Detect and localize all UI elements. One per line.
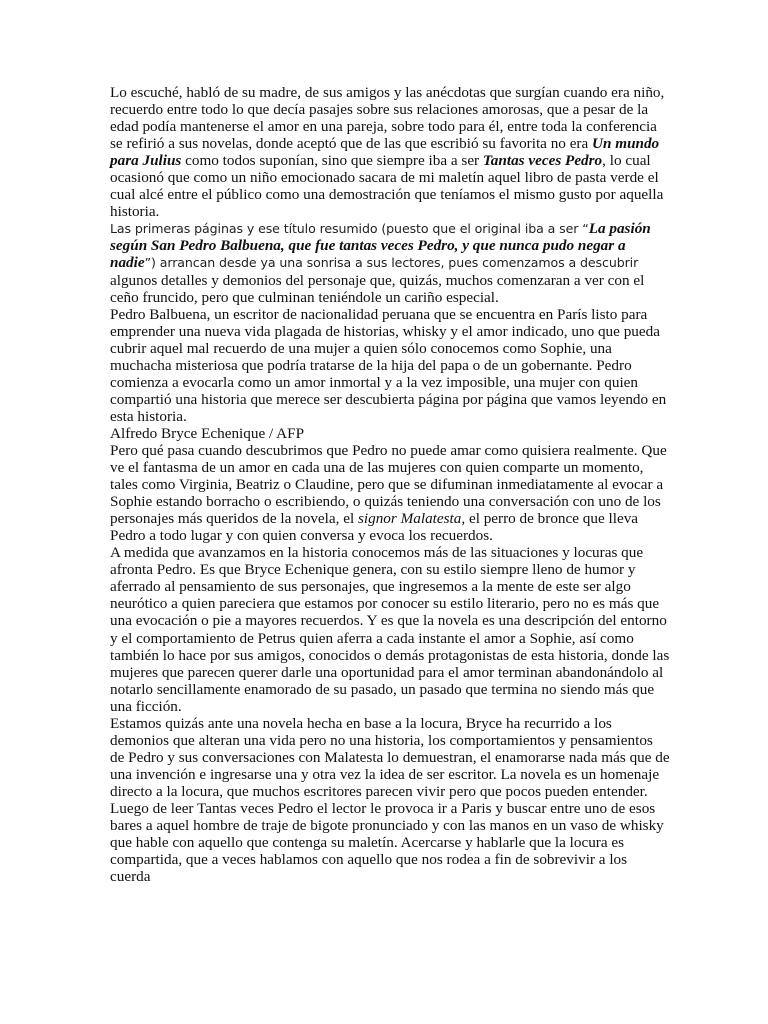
paragraph-conference — [110, 84, 670, 220]
paragraph-cannot-love — [110, 442, 670, 544]
paragraph-first-pages-text-c: ”) arrancan desde ya una sonrisa a sus lectores, pues comenzamos a descubrir — [144, 255, 639, 271]
paragraph-first-pages-text-d: algunos detalles y demonios del personaje que, quizás, muchos comenzaran a ver con el ceño fruncido, pero que culminan teniéndole un cariño especial. — [110, 271, 645, 306]
paragraph-conference-text-a: Lo escuché, habló de su madre, de sus amigos y las anécdotas que surgían cuando era niño, recuerdo entre todo lo que decía pasajes sobre sus relaciones amorosas, que a pesar de la edad podía mantenerse el amor en una pareja, sobre todo para él, entre toda la conferencia se refirió a sus novelas, donde aceptó que de las que escribió su favorita no era — [110, 84, 665, 153]
document-page — [110, 84, 670, 885]
original-title-quote: La pasión según San Pedro Balbuena, que fue tantas veces Pedro, y que nunca pudo negar a nadie — [110, 220, 651, 272]
paragraph-first-pages-text-a: Las primeras páginas y ese título resumido (puesto que el original iba a ser “ — [110, 221, 589, 237]
paragraph-cannot-love-text-c: , el perro de bronce que lleva Pedro a todo lugar y con quien conversa y evoca los recuerdos. — [110, 510, 639, 545]
signor-malatesta-name: signor Malatesta — [357, 510, 462, 528]
photo-caption: Alfredo Bryce Echenique / AFP — [110, 424, 305, 442]
paragraph-story-progress: A medida que avanzamos en la historia conocemos más de las situaciones y locuras que afronta Pedro. Es que Bryce Echenique genera, con su estilo siempre lleno de humor y aferrado al pensamiento de sus personajes, que ingresemos a la mente de este ser algo neurótico a quien pareciera que estamos por conocer su estilo literario, pero no es más que una evocación o pie a mayores recuerdos. Y es que la novela es una descripción del entorno y el comportamiento de Petrus quien aferra a cada instante el amor a Sophie, así como también lo hace por sus amigos, conocidos o demás protagonistas de esta historia, donde las mujeres que parecen querer darle una oportunidad para el amor terminan abandonándolo al notarlo sencillamente enamorado de su pasado, un pasado que termina no siendo más que una ficción. — [110, 544, 670, 715]
paragraph-conference-text-c: como todos suponían, sino que siempre iba a ser — [181, 152, 483, 170]
book-title-tantas-veces-pedro: Tantas veces Pedro — [482, 152, 603, 170]
paragraph-madness: Estamos quizás ante una novela hecha en base a la locura, Bryce ha recurrido a los demonios que alteran una vida pero no una historia, los comportamientos y pensamientos de Pedro y sus conversaciones con Malatesta lo demuestran, el enamorarse nada más que de una invención e ingresarse una y otra vez la idea de ser escritor. La novela es un homenaje directo a la locura, que muchos escritores parecen vivir pero que pocos pueden entender. — [110, 714, 670, 800]
book-title-un-mundo-para-julius: Un mundo para Julius — [110, 135, 660, 170]
paragraph-conference-text-e: , lo cual ocasionó que como un niño emocionado sacara de mi maletín aquel libro de pasta verde el cual alcé entre el público como una demostración que teníamos el mismo gusto por aquella historia. — [110, 152, 664, 221]
paragraph-after-reading: Luego de leer Tantas veces Pedro el lector le provoca ir a Paris y buscar entre uno de esos bares a aquel hombre de traje de bigote pronunciado y con las manos en un vaso de whisky que hable con aquello que contenga su maletín. Acercarse y hablarle que la locura es compartida, que a veces hablamos con aquello que nos rodea a fin de sobrevivir a los cuerda — [110, 799, 664, 886]
paragraph-first-pages — [110, 220, 670, 305]
paragraph-pedro-balbuena: Pedro Balbuena, un escritor de nacionalidad peruana que se encuentra en París listo para emprender una nueva vida plagada de historias, whisky y el amor indicado, uno que pueda cubrir aquel mal recuerdo de una mujer a quien sólo conocemos como Sophie, una muchacha misteriosa que podría tratarse de la hija del papa o de un gobernante. Pedro comienza a evocarla como un amor inmortal y a la vez imposible, una mujer con quien compartió una historia que merece ser descubierta página por página que vamos leyendo en esta historia. — [110, 305, 667, 425]
paragraph-cannot-love-text-a: Pero qué pasa cuando descubrimos que Pedro no puede amar como quisiera realmente. Que ve el fantasma de un amor en cada una de las mujeres con quien comparte un momento, tales como Virginia, Beatriz o Claudine, pero que se difuminan inmediatamente al evocar a Sophie estando borracho o escribiendo, o quizás teniendo una conversación con uno de los personajes más queridos de la novela, el — [110, 441, 667, 528]
